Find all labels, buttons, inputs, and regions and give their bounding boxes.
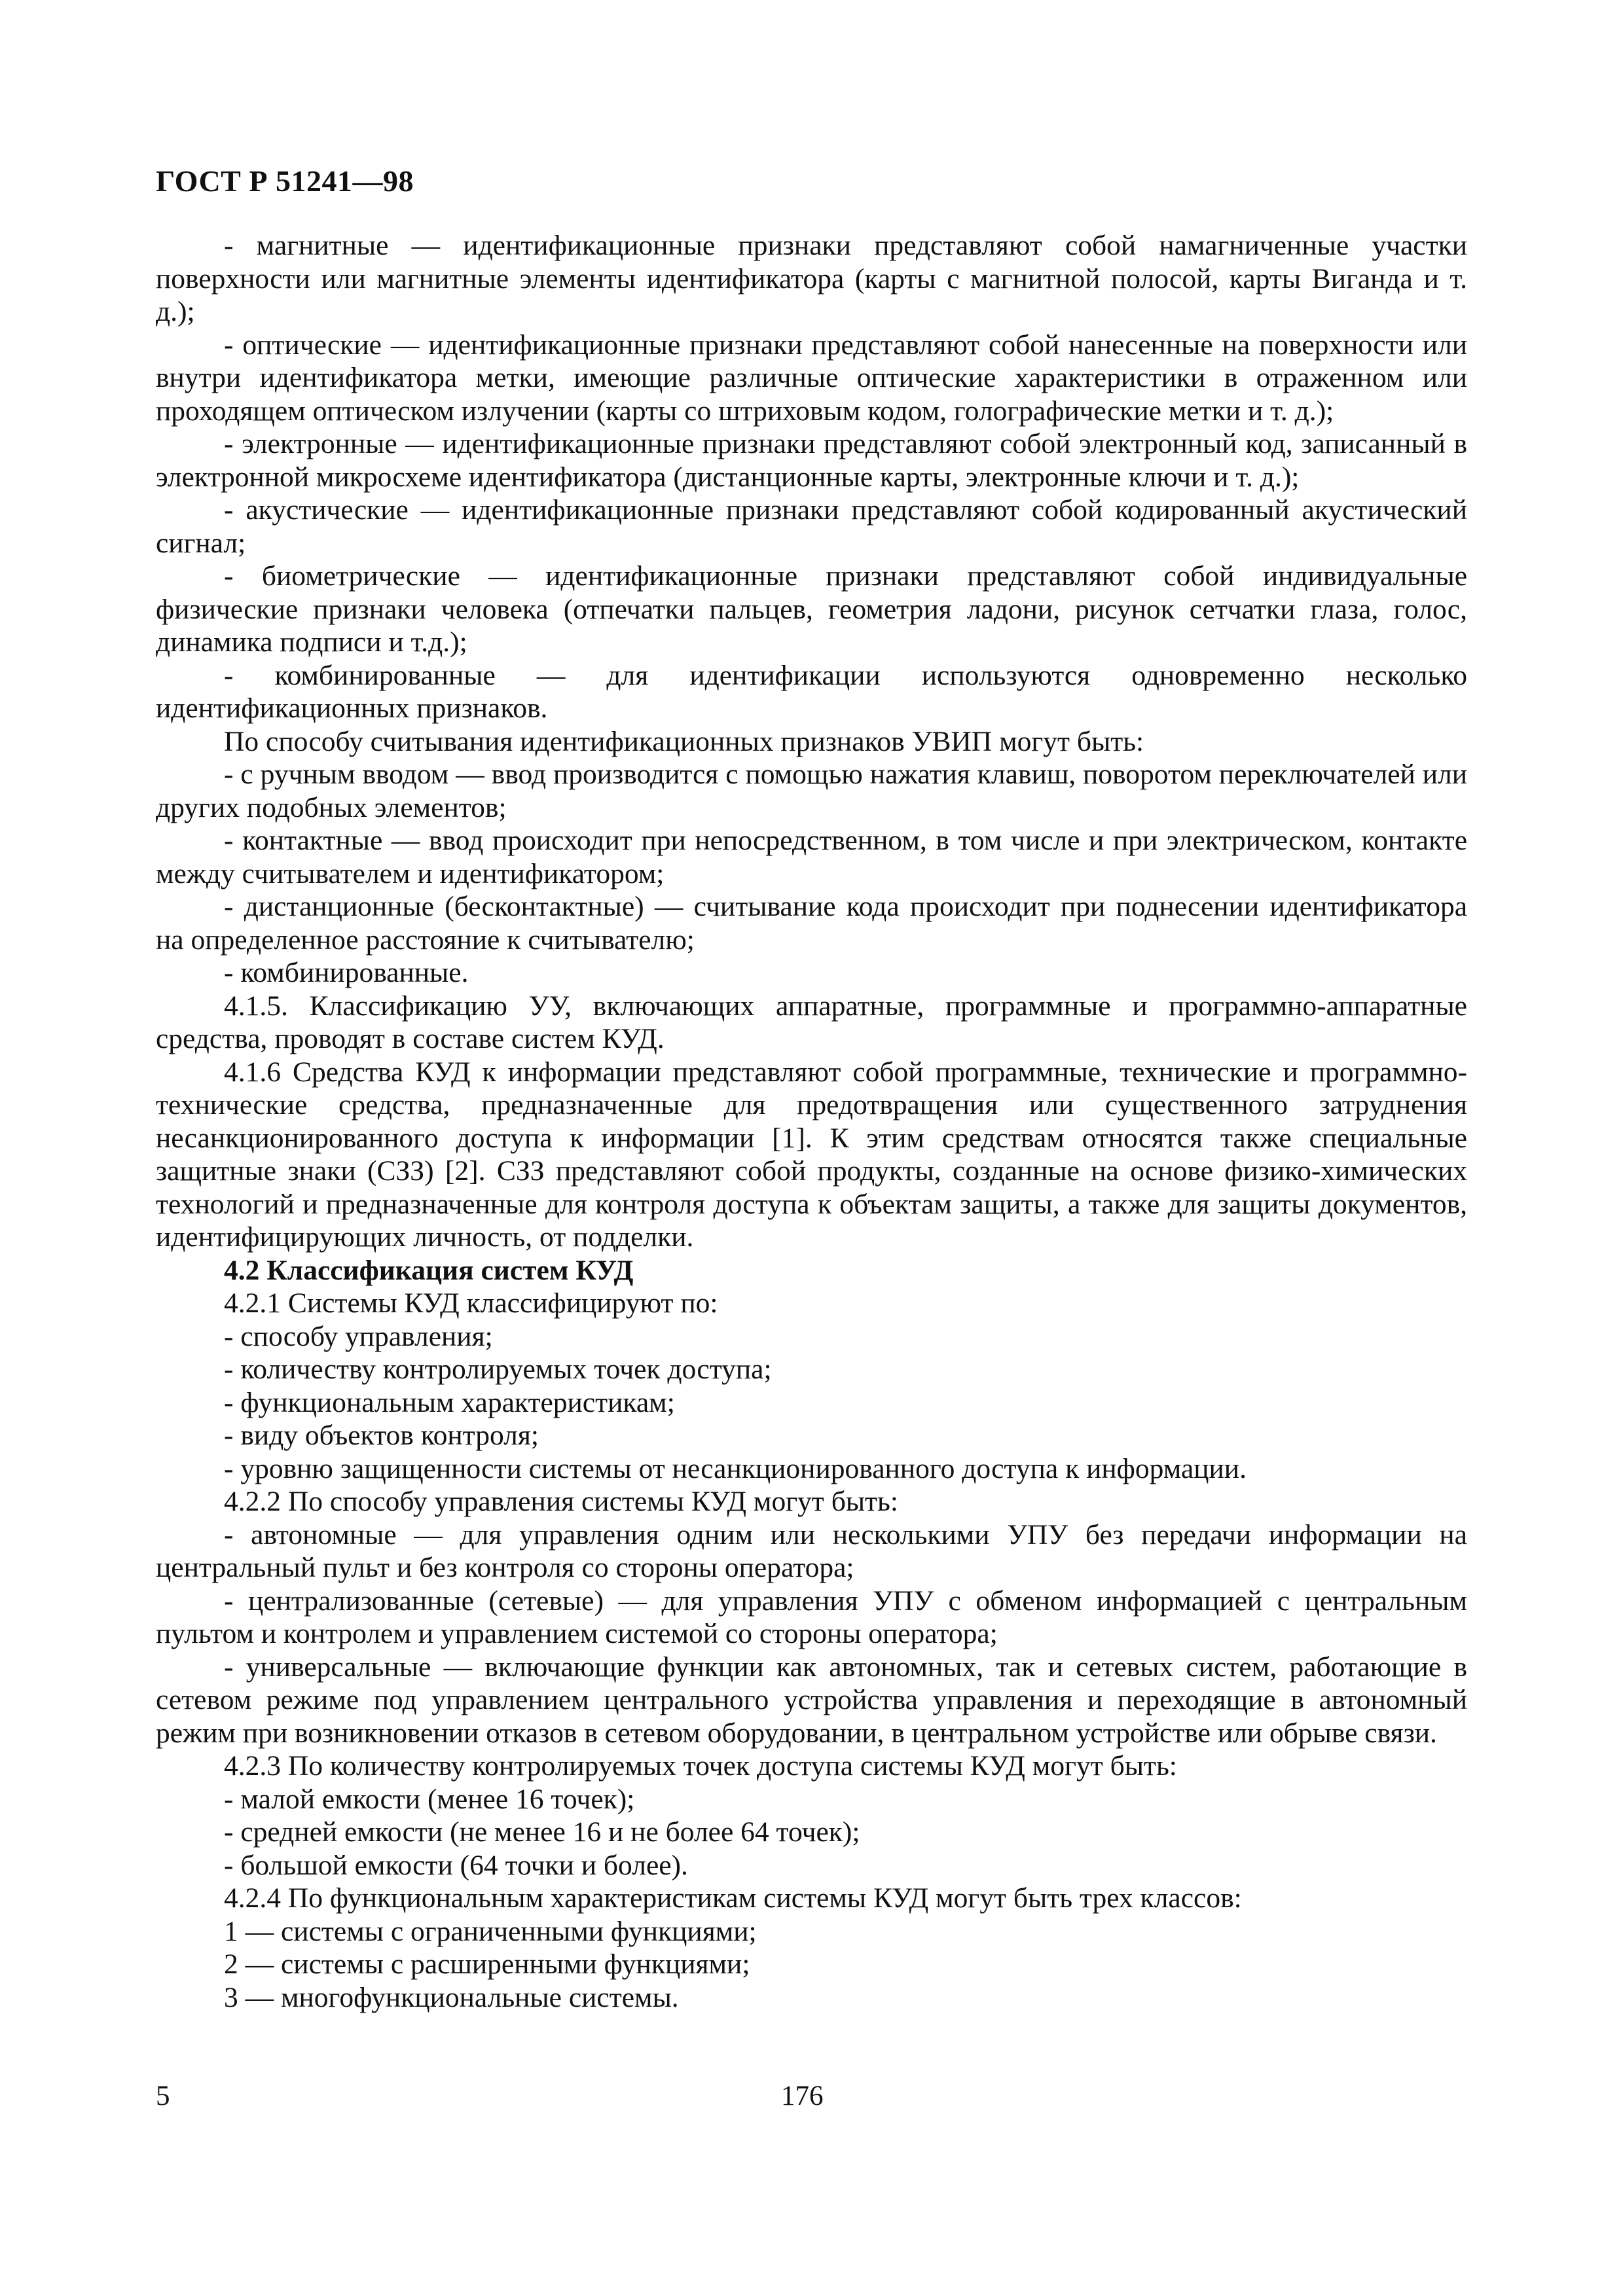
paragraph-manual-input: - с ручным вводом — ввод производится с помощью нажатия клавиш, поворотом переключателей или других подобных элементов; bbox=[156, 759, 1467, 823]
list-item: - большой емкости (64 точки и более). bbox=[224, 1849, 688, 1881]
paragraph-4-2-2: 4.2.2 По способу управления системы КУД могут быть: bbox=[224, 1486, 898, 1517]
list-item: - малой емкости (менее 16 точек); bbox=[224, 1783, 635, 1815]
list-item: - виду объектов контроля; bbox=[224, 1420, 539, 1451]
paragraph-biometric: - биометрические — идентификационные признаки представляют собой индивидуальные физические признаки человека (отпечатки пальцев, геометрия ладони, рисунок сетчатки глаза, голос, динамика подписи и т.д.); bbox=[156, 560, 1467, 658]
paragraph-centralized: - централизованные (сетевые) — для управления УПУ с обменом информацией с центральным пультом и контролем и управлением системой со стороны оператора; bbox=[156, 1585, 1467, 1649]
paragraph-combined-reading: - комбинированные. bbox=[224, 957, 469, 988]
list-item: 2 — системы с расширенными функциями; bbox=[224, 1948, 750, 1980]
paragraph-autonomous: - автономные — для управления одним или несколькими УПУ без передачи информации на центральный пульт и без контроля со стороны оператора; bbox=[156, 1518, 1467, 1583]
list-item: - уровню защищенности системы от несанкционированного доступа к информации. bbox=[224, 1452, 1247, 1484]
paragraph-combined: - комбинированные — для идентификации используются одновременно несколько идентификационных признаков. bbox=[156, 659, 1467, 724]
page-number-center: 176 bbox=[781, 2081, 824, 2111]
paragraph-4-2-4: 4.2.4 По функциональным характеристикам системы КУД могут быть трех классов: bbox=[224, 1882, 1242, 1914]
paragraph-acoustic: - акустические — идентификационные признаки представляют собой кодированный акустический сигнал; bbox=[156, 494, 1467, 559]
paragraph-4-2-1: 4.2.1 Системы КУД классифицируют по: bbox=[224, 1287, 718, 1319]
list-item: 1 — системы с ограниченными функциями; bbox=[224, 1915, 757, 1947]
list-item: - средней емкости (не менее 16 и не более 64 точек); bbox=[224, 1816, 860, 1848]
paragraph-contactless: - дистанционные (бесконтактные) — считывание кода происходит при поднесении идентификатора на определенное расстояние к считывателю; bbox=[156, 891, 1467, 956]
paragraph-4-2-3: 4.2.3 По количеству контролируемых точек доступа системы КУД могут быть: bbox=[224, 1750, 1177, 1782]
section-heading-4-2: 4.2 Классификация систем КУД bbox=[224, 1254, 634, 1286]
document-header: ГОСТ Р 51241—98 bbox=[156, 164, 414, 198]
list-item: - количеству контролируемых точек доступа; bbox=[224, 1354, 772, 1385]
paragraph-optical: - оптические — идентификационные признаки представляют собой нанесенные на поверхности или внутри идентификатора метки, имеющие различные оптические характеристики в отраженном или проходящем оптическом излучении (карты со штриховым кодом, голографические метки и т. д.); bbox=[156, 329, 1467, 427]
paragraph-electronic: - электронные — идентификационные признаки представляют собой электронный код, записанный в электронной микросхеме идентификатора (дистанционные карты, электронные ключи и т. д.); bbox=[156, 428, 1467, 493]
paragraph-magnetic: - магнитные — идентификационные признаки представляют собой намагниченные участки поверхности или магнитные элементы идентификатора (карты с магнитной полосой, карты Виганда и т. д.); bbox=[156, 230, 1467, 327]
list-item: - способу управления; bbox=[224, 1320, 493, 1352]
paragraph-reading-methods: По способу считывания идентификационных признаков УВИП могут быть: bbox=[224, 725, 1144, 757]
paragraph-universal: - универсальные — включающие функции как автономных, так и сетевых систем, работающие в сетевом режиме под управлением центрального устройства управления и переходящие в автономный режим при возникновении отказов в сетевом оборудовании, в центральном устройстве или обрыве связи. bbox=[156, 1651, 1467, 1749]
document-body bbox=[156, 229, 1467, 2014]
list-item: 3 — многофункциональные системы. bbox=[224, 1981, 679, 2013]
paragraph-4-1-5: 4.1.5. Классификацию УУ, включающих аппаратные, программные и программно-аппаратные средства, проводят в составе систем КУД. bbox=[156, 990, 1467, 1054]
list-item: - функциональным характеристикам; bbox=[224, 1386, 675, 1418]
paragraph-4-1-6: 4.1.6 Средства КУД к информации представляют собой программные, технические и программно-технические средства, предназначенные для предотвращения или существенного затруднения несанкционированного доступа к информации [1]. К этим средствам относятся также специальные защитные знаки (СЗЗ) [2]. СЗЗ представляют собой продукты, созданные на основе физико-химических технологий и предназначенные для контроля доступа к объектам защиты, а также для защиты документов, идентифицирующих личность, от подделки. bbox=[156, 1056, 1467, 1253]
page-number-left: 5 bbox=[156, 2081, 170, 2111]
paragraph-contact: - контактные — ввод происходит при непосредственном, в том числе и при электрическом, контакте между считывателем и идентификатором; bbox=[156, 825, 1467, 889]
